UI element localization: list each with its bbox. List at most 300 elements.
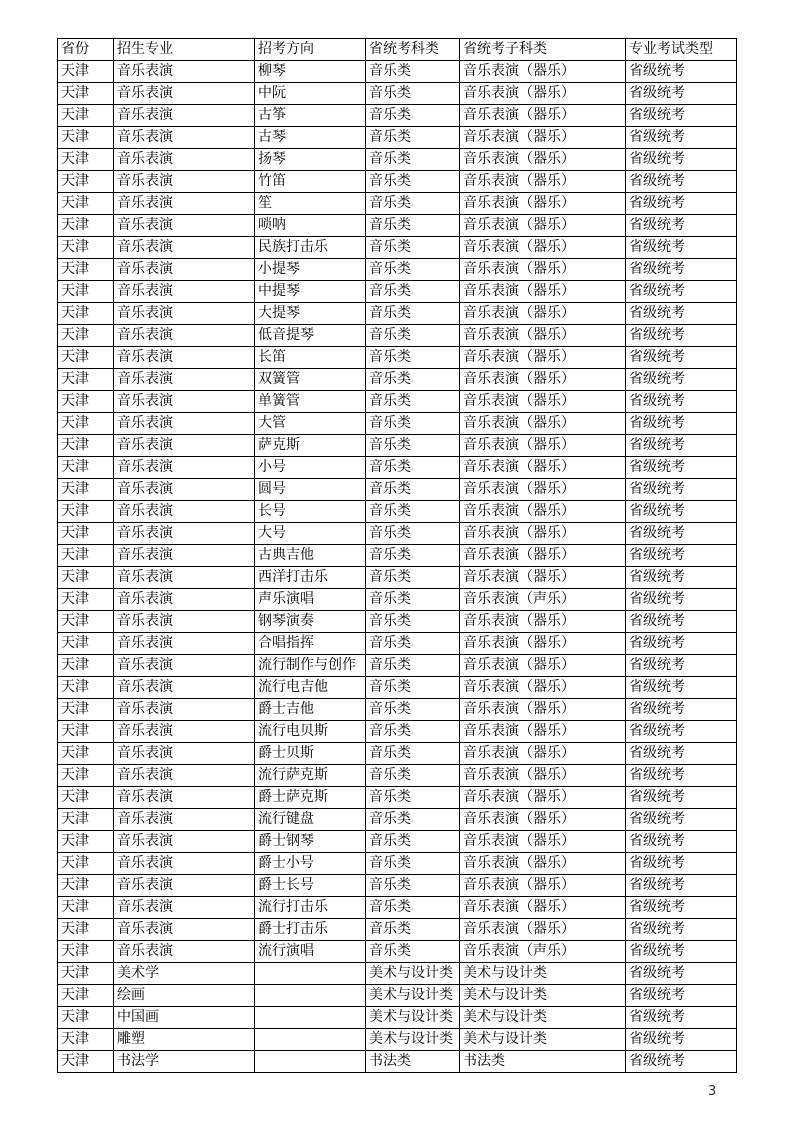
table-row xyxy=(58,303,737,325)
cell-exam-type: 省级统考 xyxy=(626,941,737,963)
cell-major: 音乐表演 xyxy=(114,259,255,281)
cell-province: 天津 xyxy=(58,919,114,941)
cell-direction: 柳琴 xyxy=(255,61,366,83)
col-header-direction: 招考方向 xyxy=(255,39,366,61)
table-row xyxy=(58,237,737,259)
cell-exam-type: 省级统考 xyxy=(626,193,737,215)
cell-exam-category: 音乐类 xyxy=(366,809,460,831)
cell-major: 音乐表演 xyxy=(114,743,255,765)
cell-exam-subcategory: 音乐表演（器乐） xyxy=(460,853,626,875)
cell-province: 天津 xyxy=(58,281,114,303)
cell-major: 音乐表演 xyxy=(114,369,255,391)
table-row xyxy=(58,699,737,721)
cell-province: 天津 xyxy=(58,1051,114,1073)
cell-direction: 古筝 xyxy=(255,105,366,127)
cell-exam-type: 省级统考 xyxy=(626,765,737,787)
cell-direction: 流行电吉他 xyxy=(255,677,366,699)
cell-province: 天津 xyxy=(58,479,114,501)
cell-province: 天津 xyxy=(58,721,114,743)
cell-major: 音乐表演 xyxy=(114,941,255,963)
cell-exam-type: 省级统考 xyxy=(626,127,737,149)
cell-direction: 流行打击乐 xyxy=(255,897,366,919)
col-header-exam-type: 专业考试类型 xyxy=(626,39,737,61)
cell-direction: 小号 xyxy=(255,457,366,479)
cell-exam-type: 省级统考 xyxy=(626,875,737,897)
cell-province: 天津 xyxy=(58,545,114,567)
cell-exam-category: 音乐类 xyxy=(366,743,460,765)
cell-major: 美术学 xyxy=(114,963,255,985)
cell-exam-category: 音乐类 xyxy=(366,413,460,435)
cell-exam-type: 省级统考 xyxy=(626,369,737,391)
page-number: 3 xyxy=(708,1084,717,1099)
cell-exam-type: 省级统考 xyxy=(626,1051,737,1073)
cell-province: 天津 xyxy=(58,589,114,611)
cell-province: 天津 xyxy=(58,237,114,259)
cell-direction xyxy=(255,985,366,1007)
table-row xyxy=(58,171,737,193)
cell-direction: 流行电贝斯 xyxy=(255,721,366,743)
cell-exam-subcategory: 美术与设计类 xyxy=(460,963,626,985)
cell-province: 天津 xyxy=(58,655,114,677)
cell-exam-category: 音乐类 xyxy=(366,479,460,501)
table-row xyxy=(58,149,737,171)
cell-direction: 低音提琴 xyxy=(255,325,366,347)
cell-province: 天津 xyxy=(58,61,114,83)
cell-exam-subcategory: 音乐表演（器乐） xyxy=(460,633,626,655)
cell-direction: 爵士打击乐 xyxy=(255,919,366,941)
cell-exam-type: 省级统考 xyxy=(626,831,737,853)
cell-exam-category: 音乐类 xyxy=(366,215,460,237)
table-row xyxy=(58,435,737,457)
cell-exam-subcategory: 音乐表演（器乐） xyxy=(460,171,626,193)
cell-exam-subcategory: 音乐表演（器乐） xyxy=(460,457,626,479)
cell-direction: 中阮 xyxy=(255,83,366,105)
cell-major: 音乐表演 xyxy=(114,875,255,897)
cell-direction xyxy=(255,963,366,985)
cell-exam-subcategory: 音乐表演（器乐） xyxy=(460,545,626,567)
cell-exam-type: 省级统考 xyxy=(626,1007,737,1029)
cell-direction: 流行键盘 xyxy=(255,809,366,831)
cell-province: 天津 xyxy=(58,963,114,985)
cell-direction: 长笛 xyxy=(255,347,366,369)
col-header-exam-category: 省统考科类 xyxy=(366,39,460,61)
cell-exam-subcategory: 音乐表演（器乐） xyxy=(460,105,626,127)
cell-province: 天津 xyxy=(58,171,114,193)
cell-exam-subcategory: 音乐表演（器乐） xyxy=(460,501,626,523)
cell-province: 天津 xyxy=(58,347,114,369)
cell-exam-type: 省级统考 xyxy=(626,1029,737,1051)
cell-province: 天津 xyxy=(58,743,114,765)
cell-exam-category: 音乐类 xyxy=(366,193,460,215)
cell-exam-type: 省级统考 xyxy=(626,809,737,831)
cell-major: 音乐表演 xyxy=(114,831,255,853)
table-row xyxy=(58,347,737,369)
cell-exam-type: 省级统考 xyxy=(626,215,737,237)
cell-exam-type: 省级统考 xyxy=(626,479,737,501)
cell-major: 音乐表演 xyxy=(114,809,255,831)
cell-direction: 萨克斯 xyxy=(255,435,366,457)
cell-direction: 大号 xyxy=(255,523,366,545)
cell-major: 音乐表演 xyxy=(114,787,255,809)
cell-exam-category: 音乐类 xyxy=(366,589,460,611)
cell-exam-type: 省级统考 xyxy=(626,787,737,809)
cell-exam-subcategory: 音乐表演（器乐） xyxy=(460,193,626,215)
cell-exam-type: 省级统考 xyxy=(626,611,737,633)
cell-exam-subcategory: 音乐表演（器乐） xyxy=(460,61,626,83)
cell-major: 音乐表演 xyxy=(114,193,255,215)
cell-direction: 大提琴 xyxy=(255,303,366,325)
cell-province: 天津 xyxy=(58,1007,114,1029)
cell-exam-type: 省级统考 xyxy=(626,721,737,743)
cell-direction: 单簧管 xyxy=(255,391,366,413)
cell-exam-subcategory: 音乐表演（器乐） xyxy=(460,919,626,941)
cell-direction xyxy=(255,1051,366,1073)
cell-province: 天津 xyxy=(58,105,114,127)
cell-exam-subcategory: 音乐表演（器乐） xyxy=(460,677,626,699)
cell-exam-subcategory: 音乐表演（器乐） xyxy=(460,259,626,281)
cell-exam-category: 音乐类 xyxy=(366,347,460,369)
cell-province: 天津 xyxy=(58,391,114,413)
cell-major: 书法学 xyxy=(114,1051,255,1073)
table-row xyxy=(58,523,737,545)
cell-exam-subcategory: 音乐表演（器乐） xyxy=(460,413,626,435)
cell-major: 音乐表演 xyxy=(114,501,255,523)
cell-exam-subcategory: 音乐表演（器乐） xyxy=(460,875,626,897)
cell-province: 天津 xyxy=(58,787,114,809)
cell-exam-category: 音乐类 xyxy=(366,281,460,303)
cell-exam-type: 省级统考 xyxy=(626,237,737,259)
cell-direction: 爵士吉他 xyxy=(255,699,366,721)
col-header-province: 省份 xyxy=(58,39,114,61)
cell-major: 雕塑 xyxy=(114,1029,255,1051)
cell-major: 音乐表演 xyxy=(114,919,255,941)
cell-exam-category: 音乐类 xyxy=(366,721,460,743)
cell-exam-type: 省级统考 xyxy=(626,83,737,105)
table-row xyxy=(58,809,737,831)
cell-direction: 民族打击乐 xyxy=(255,237,366,259)
cell-direction: 爵士小号 xyxy=(255,853,366,875)
cell-direction: 长号 xyxy=(255,501,366,523)
table-row xyxy=(58,457,737,479)
cell-major: 音乐表演 xyxy=(114,567,255,589)
cell-province: 天津 xyxy=(58,809,114,831)
cell-exam-category: 音乐类 xyxy=(366,523,460,545)
cell-exam-subcategory: 音乐表演（器乐） xyxy=(460,897,626,919)
cell-exam-type: 省级统考 xyxy=(626,347,737,369)
cell-province: 天津 xyxy=(58,215,114,237)
table-row xyxy=(58,479,737,501)
cell-exam-type: 省级统考 xyxy=(626,633,737,655)
cell-exam-subcategory: 美术与设计类 xyxy=(460,985,626,1007)
cell-direction: 大管 xyxy=(255,413,366,435)
cell-exam-type: 省级统考 xyxy=(626,457,737,479)
cell-major: 音乐表演 xyxy=(114,655,255,677)
cell-direction xyxy=(255,1029,366,1051)
cell-exam-subcategory: 音乐表演（器乐） xyxy=(460,347,626,369)
cell-exam-type: 省级统考 xyxy=(626,281,737,303)
cell-exam-subcategory: 音乐表演（器乐） xyxy=(460,325,626,347)
cell-direction: 声乐演唱 xyxy=(255,589,366,611)
cell-exam-category: 音乐类 xyxy=(366,303,460,325)
table-row xyxy=(58,743,737,765)
table-row xyxy=(58,611,737,633)
cell-exam-type: 省级统考 xyxy=(626,743,737,765)
table-row xyxy=(58,633,737,655)
table-row xyxy=(58,941,737,963)
cell-exam-subcategory: 音乐表演（声乐） xyxy=(460,589,626,611)
cell-major: 音乐表演 xyxy=(114,149,255,171)
cell-exam-type: 省级统考 xyxy=(626,325,737,347)
cell-exam-category: 音乐类 xyxy=(366,611,460,633)
cell-exam-type: 省级统考 xyxy=(626,259,737,281)
cell-direction: 扬琴 xyxy=(255,149,366,171)
cell-major: 音乐表演 xyxy=(114,105,255,127)
cell-province: 天津 xyxy=(58,699,114,721)
table-row xyxy=(58,787,737,809)
cell-major: 音乐表演 xyxy=(114,171,255,193)
cell-province: 天津 xyxy=(58,435,114,457)
cell-province: 天津 xyxy=(58,413,114,435)
cell-major: 音乐表演 xyxy=(114,435,255,457)
cell-major: 音乐表演 xyxy=(114,699,255,721)
cell-exam-category: 音乐类 xyxy=(366,897,460,919)
cell-exam-subcategory: 音乐表演（器乐） xyxy=(460,479,626,501)
cell-major: 音乐表演 xyxy=(114,479,255,501)
cell-province: 天津 xyxy=(58,523,114,545)
cell-major: 音乐表演 xyxy=(114,897,255,919)
table-row xyxy=(58,919,737,941)
cell-exam-category: 音乐类 xyxy=(366,83,460,105)
table-row xyxy=(58,413,737,435)
cell-exam-category: 美术与设计类 xyxy=(366,985,460,1007)
cell-major: 音乐表演 xyxy=(114,281,255,303)
cell-exam-type: 省级统考 xyxy=(626,677,737,699)
cell-major: 音乐表演 xyxy=(114,347,255,369)
cell-exam-type: 省级统考 xyxy=(626,435,737,457)
cell-major: 音乐表演 xyxy=(114,765,255,787)
cell-province: 天津 xyxy=(58,83,114,105)
cell-major: 音乐表演 xyxy=(114,61,255,83)
cell-exam-category: 音乐类 xyxy=(366,61,460,83)
col-header-exam-subcategory: 省统考子科类 xyxy=(460,39,626,61)
cell-direction: 古典吉他 xyxy=(255,545,366,567)
cell-exam-category: 音乐类 xyxy=(366,501,460,523)
cell-exam-category: 音乐类 xyxy=(366,435,460,457)
cell-exam-type: 省级统考 xyxy=(626,963,737,985)
cell-exam-category: 音乐类 xyxy=(366,259,460,281)
cell-major: 音乐表演 xyxy=(114,523,255,545)
cell-province: 天津 xyxy=(58,633,114,655)
cell-exam-subcategory: 音乐表演（器乐） xyxy=(460,809,626,831)
cell-exam-subcategory: 音乐表演（器乐） xyxy=(460,391,626,413)
table-row xyxy=(58,193,737,215)
cell-exam-category: 音乐类 xyxy=(366,765,460,787)
cell-exam-type: 省级统考 xyxy=(626,655,737,677)
table-row xyxy=(58,677,737,699)
table-row xyxy=(58,1051,737,1073)
cell-province: 天津 xyxy=(58,765,114,787)
table-row xyxy=(58,83,737,105)
cell-direction: 流行演唱 xyxy=(255,941,366,963)
cell-direction: 笙 xyxy=(255,193,366,215)
cell-exam-category: 音乐类 xyxy=(366,633,460,655)
cell-exam-category: 音乐类 xyxy=(366,787,460,809)
cell-exam-category: 音乐类 xyxy=(366,325,460,347)
cell-direction: 双簧管 xyxy=(255,369,366,391)
cell-exam-type: 省级统考 xyxy=(626,171,737,193)
cell-exam-category: 音乐类 xyxy=(366,457,460,479)
cell-exam-type: 省级统考 xyxy=(626,413,737,435)
cell-exam-category: 音乐类 xyxy=(366,105,460,127)
cell-direction: 爵士长号 xyxy=(255,875,366,897)
cell-exam-category: 美术与设计类 xyxy=(366,1007,460,1029)
table-row xyxy=(58,259,737,281)
cell-direction: 中提琴 xyxy=(255,281,366,303)
cell-exam-subcategory: 美术与设计类 xyxy=(460,1029,626,1051)
cell-province: 天津 xyxy=(58,941,114,963)
cell-major: 音乐表演 xyxy=(114,589,255,611)
cell-exam-subcategory: 音乐表演（器乐） xyxy=(460,127,626,149)
cell-exam-type: 省级统考 xyxy=(626,523,737,545)
table-row xyxy=(58,369,737,391)
cell-major: 音乐表演 xyxy=(114,391,255,413)
cell-direction: 爵士钢琴 xyxy=(255,831,366,853)
table-row xyxy=(58,391,737,413)
table-row xyxy=(58,501,737,523)
cell-exam-subcategory: 音乐表演（器乐） xyxy=(460,215,626,237)
admissions-table xyxy=(57,38,737,1073)
cell-exam-category: 音乐类 xyxy=(366,677,460,699)
cell-exam-type: 省级统考 xyxy=(626,919,737,941)
cell-exam-subcategory: 音乐表演（器乐） xyxy=(460,567,626,589)
cell-major: 音乐表演 xyxy=(114,633,255,655)
cell-province: 天津 xyxy=(58,875,114,897)
table-row xyxy=(58,721,737,743)
table-row xyxy=(58,655,737,677)
cell-province: 天津 xyxy=(58,457,114,479)
cell-exam-type: 省级统考 xyxy=(626,545,737,567)
cell-province: 天津 xyxy=(58,897,114,919)
cell-exam-type: 省级统考 xyxy=(626,105,737,127)
cell-major: 音乐表演 xyxy=(114,545,255,567)
cell-province: 天津 xyxy=(58,985,114,1007)
cell-exam-subcategory: 音乐表演（器乐） xyxy=(460,831,626,853)
cell-exam-subcategory: 音乐表演（器乐） xyxy=(460,765,626,787)
cell-major: 中国画 xyxy=(114,1007,255,1029)
cell-exam-category: 音乐类 xyxy=(366,655,460,677)
cell-province: 天津 xyxy=(58,611,114,633)
cell-major: 音乐表演 xyxy=(114,83,255,105)
cell-exam-subcategory: 音乐表演（器乐） xyxy=(460,721,626,743)
cell-province: 天津 xyxy=(58,127,114,149)
cell-exam-subcategory: 音乐表演（声乐） xyxy=(460,941,626,963)
table-row xyxy=(58,831,737,853)
table-row xyxy=(58,963,737,985)
cell-province: 天津 xyxy=(58,149,114,171)
cell-direction: 竹笛 xyxy=(255,171,366,193)
cell-direction xyxy=(255,1007,366,1029)
cell-major: 音乐表演 xyxy=(114,721,255,743)
cell-exam-type: 省级统考 xyxy=(626,391,737,413)
cell-exam-category: 音乐类 xyxy=(366,567,460,589)
cell-province: 天津 xyxy=(58,193,114,215)
cell-province: 天津 xyxy=(58,303,114,325)
cell-province: 天津 xyxy=(58,501,114,523)
cell-exam-type: 省级统考 xyxy=(626,61,737,83)
table-row xyxy=(58,589,737,611)
cell-exam-subcategory: 音乐表演（器乐） xyxy=(460,281,626,303)
cell-exam-subcategory: 音乐表演（器乐） xyxy=(460,435,626,457)
cell-direction: 圆号 xyxy=(255,479,366,501)
table-row xyxy=(58,105,737,127)
cell-exam-category: 音乐类 xyxy=(366,149,460,171)
table-row xyxy=(58,897,737,919)
cell-direction: 流行萨克斯 xyxy=(255,765,366,787)
cell-direction: 古琴 xyxy=(255,127,366,149)
table-row xyxy=(58,765,737,787)
cell-direction: 合唱指挥 xyxy=(255,633,366,655)
cell-major: 音乐表演 xyxy=(114,215,255,237)
cell-exam-category: 音乐类 xyxy=(366,391,460,413)
cell-exam-subcategory: 音乐表演（器乐） xyxy=(460,149,626,171)
cell-exam-category: 美术与设计类 xyxy=(366,963,460,985)
cell-exam-type: 省级统考 xyxy=(626,853,737,875)
cell-major: 音乐表演 xyxy=(114,457,255,479)
cell-exam-type: 省级统考 xyxy=(626,149,737,171)
cell-exam-subcategory: 音乐表演（器乐） xyxy=(460,523,626,545)
table-row xyxy=(58,1007,737,1029)
cell-major: 音乐表演 xyxy=(114,413,255,435)
cell-exam-category: 音乐类 xyxy=(366,853,460,875)
cell-direction: 西洋打击乐 xyxy=(255,567,366,589)
cell-exam-type: 省级统考 xyxy=(626,699,737,721)
table-row xyxy=(58,61,737,83)
table-row xyxy=(58,985,737,1007)
cell-province: 天津 xyxy=(58,677,114,699)
table-body xyxy=(58,61,737,1073)
table-row xyxy=(58,875,737,897)
cell-province: 天津 xyxy=(58,259,114,281)
cell-exam-category: 音乐类 xyxy=(366,171,460,193)
header-row xyxy=(58,39,737,61)
cell-exam-category: 音乐类 xyxy=(366,875,460,897)
cell-exam-subcategory: 美术与设计类 xyxy=(460,1007,626,1029)
cell-exam-subcategory: 音乐表演（器乐） xyxy=(460,303,626,325)
cell-exam-subcategory: 音乐表演（器乐） xyxy=(460,369,626,391)
table-row xyxy=(58,215,737,237)
cell-exam-subcategory: 音乐表演（器乐） xyxy=(460,743,626,765)
table-row xyxy=(58,1029,737,1051)
cell-exam-type: 省级统考 xyxy=(626,567,737,589)
cell-exam-type: 省级统考 xyxy=(626,897,737,919)
cell-direction: 钢琴演奏 xyxy=(255,611,366,633)
cell-major: 音乐表演 xyxy=(114,611,255,633)
cell-exam-type: 省级统考 xyxy=(626,589,737,611)
cell-major: 音乐表演 xyxy=(114,677,255,699)
cell-exam-category: 书法类 xyxy=(366,1051,460,1073)
cell-major: 音乐表演 xyxy=(114,325,255,347)
cell-exam-subcategory: 音乐表演（器乐） xyxy=(460,237,626,259)
cell-exam-type: 省级统考 xyxy=(626,985,737,1007)
cell-province: 天津 xyxy=(58,369,114,391)
cell-exam-category: 音乐类 xyxy=(366,369,460,391)
cell-exam-category: 音乐类 xyxy=(366,919,460,941)
cell-exam-subcategory: 书法类 xyxy=(460,1051,626,1073)
cell-province: 天津 xyxy=(58,831,114,853)
cell-direction: 唢呐 xyxy=(255,215,366,237)
cell-major: 音乐表演 xyxy=(114,127,255,149)
cell-exam-category: 音乐类 xyxy=(366,941,460,963)
